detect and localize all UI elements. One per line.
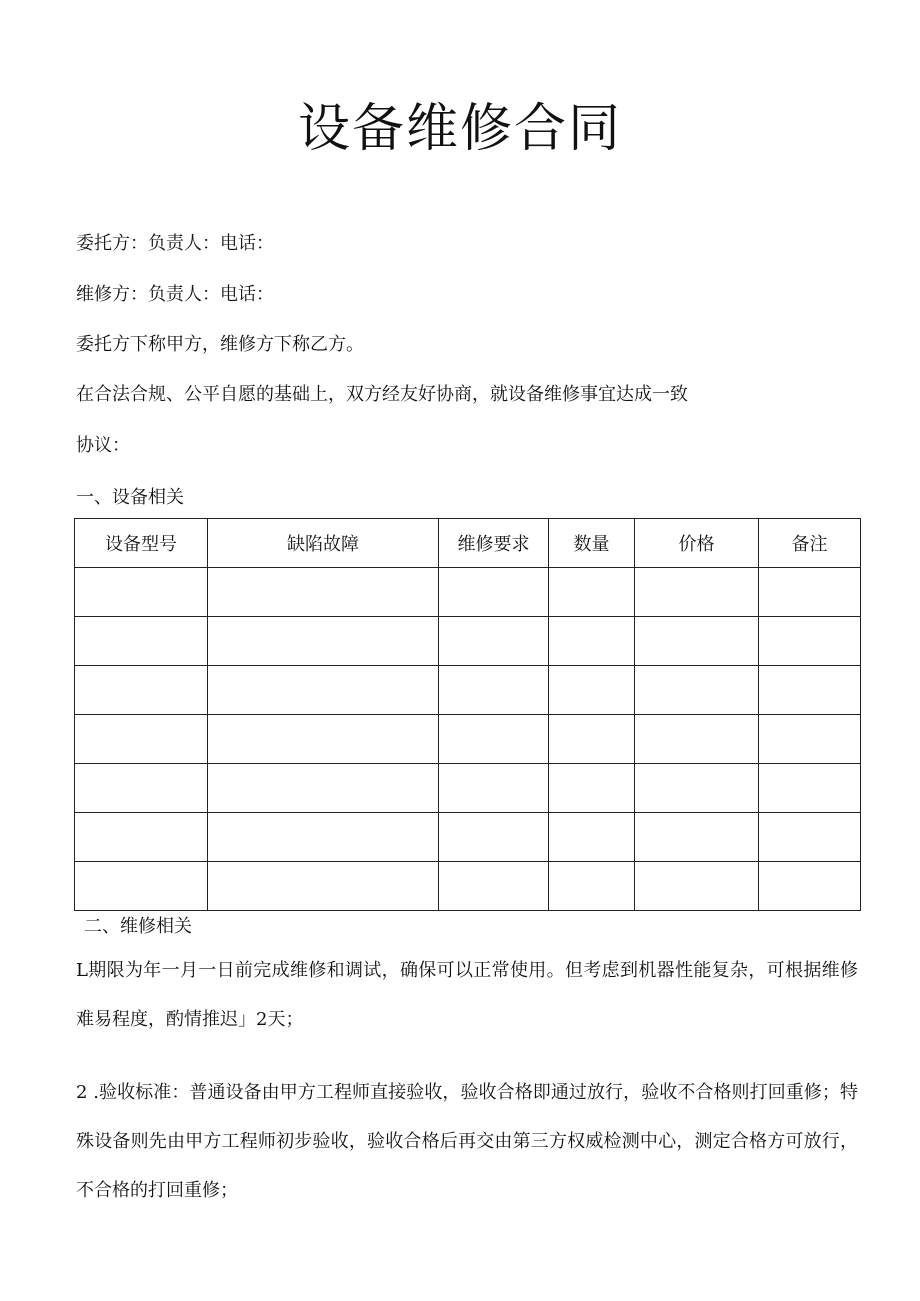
table-cell <box>208 715 439 764</box>
header-price: 价格 <box>635 519 759 568</box>
table-cell <box>635 568 759 617</box>
header-quantity: 数量 <box>549 519 635 568</box>
table-cell <box>635 666 759 715</box>
client-line: 委托方：负责人：电话： <box>76 233 274 254</box>
table-row <box>75 568 861 617</box>
table-row <box>75 666 861 715</box>
table-cell <box>208 813 439 862</box>
table-row <box>75 715 861 764</box>
table-cell <box>635 813 759 862</box>
table-cell <box>759 764 861 813</box>
table-cell <box>635 862 759 911</box>
table-cell <box>549 862 635 911</box>
table-row <box>75 764 861 813</box>
table-cell <box>439 568 549 617</box>
header-model: 设备型号 <box>75 519 208 568</box>
table-cell <box>549 715 635 764</box>
table-cell <box>549 813 635 862</box>
table-cell <box>75 617 208 666</box>
table-cell <box>759 617 861 666</box>
repairer-line: 维修方：负责人：电话： <box>76 284 274 305</box>
table-row <box>75 862 861 911</box>
table-row <box>75 813 861 862</box>
header-defect: 缺陷故障 <box>208 519 439 568</box>
alias-line: 委托方下称甲方，维修方下称乙方。 <box>76 334 364 355</box>
table-cell <box>439 764 549 813</box>
table-cell <box>75 715 208 764</box>
table-cell <box>635 617 759 666</box>
table-cell <box>759 813 861 862</box>
table-cell <box>75 568 208 617</box>
table-cell <box>75 666 208 715</box>
table-cell <box>635 764 759 813</box>
table-cell <box>208 764 439 813</box>
table-cell <box>439 715 549 764</box>
table-row <box>75 617 861 666</box>
table-header-row <box>75 519 861 568</box>
table-cell <box>439 666 549 715</box>
equipment-table <box>74 518 861 911</box>
section2-heading: 二、维修相关 <box>84 916 192 937</box>
table-cell <box>759 666 861 715</box>
table-cell <box>759 862 861 911</box>
table-cell <box>439 862 549 911</box>
table-cell <box>759 568 861 617</box>
table-cell <box>75 862 208 911</box>
table-cell <box>208 568 439 617</box>
clause-1: L期限为年一月一日前完成维修和调试，确保可以正常使用。但考虑到机器性能复杂，可根据维修难易程度，酌情推迟」2天； <box>76 960 858 1030</box>
contract-title: 设备维修合同 <box>297 99 622 159</box>
table-cell <box>208 617 439 666</box>
agreement-line: 协议： <box>76 435 130 456</box>
table-cell <box>549 617 635 666</box>
table-cell <box>75 764 208 813</box>
table-cell <box>208 862 439 911</box>
table-cell <box>75 813 208 862</box>
table-cell <box>549 666 635 715</box>
table-cell <box>549 568 635 617</box>
table-cell <box>635 715 759 764</box>
header-remarks: 备注 <box>759 519 861 568</box>
header-requirement: 维修要求 <box>439 519 549 568</box>
table-cell <box>208 666 439 715</box>
table-cell <box>439 813 549 862</box>
table-cell <box>759 715 861 764</box>
intro-line: 在合法合规、公平自愿的基础上，双方经友好协商，就设备维修事宜达成一致 <box>76 384 688 405</box>
section1-heading: 一、设备相关 <box>76 487 184 508</box>
table-cell <box>549 764 635 813</box>
table-cell <box>439 617 549 666</box>
clause-2: 2 .验收标准：普通设备由甲方工程师直接验收，验收合格即通过放行，验收不合格则打回重修；特殊设备则先由甲方工程师初步验收，验收合格后再交由第三方权威检测中心，测定合格方可放行，不合格的打回重修； <box>76 1082 858 1201</box>
